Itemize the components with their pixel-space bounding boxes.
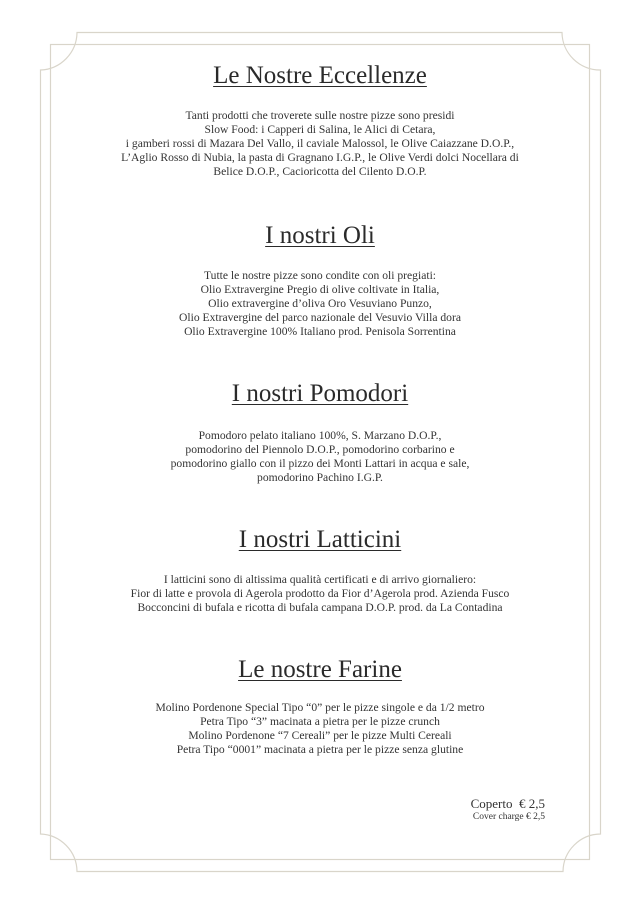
section-oli (60, 221, 580, 339)
body-line: Olio Extravergine del parco nazionale del Vesuvio Villa dora (179, 311, 461, 324)
body-line: Olio Extravergine Pregio di olive coltivate in Italia, (200, 283, 440, 296)
section-title-eccellenze: Le Nostre Eccellenze (213, 62, 427, 89)
body-line: Belice D.O.P., Cacioricotta del Cilento D.O.P. (213, 165, 427, 178)
section-latticini (60, 525, 580, 615)
body-line: pomodorino Pachino I.G.P. (257, 471, 383, 484)
section-body-eccellenze (60, 109, 580, 179)
section-pomodori (60, 379, 580, 485)
body-line: Tutte le nostre pizze sono condite con oli pregiati: (203, 269, 437, 282)
body-line: Petra Tipo “0001” macinata a pietra per le pizze senza glutine (176, 743, 464, 756)
section-eccellenze (60, 61, 580, 179)
section-title-oli: I nostri Oli (265, 222, 375, 249)
section-body-farine (60, 701, 580, 757)
body-line: Fior di latte e provola di Agerola prodotto da Fior d’Agerola prod. Azienda Fusco (130, 587, 510, 600)
body-line: Molino Pordenone “7 Cereali” per le pizze Multi Cereali (188, 729, 452, 742)
body-line: L’Aglio Rosso di Nubia, la pasta di Gragnano I.G.P., le Olive Verdi dolci Nocellara di (121, 151, 519, 164)
body-line: Slow Food: i Capperi di Salina, le Alici di Cetara, (204, 123, 436, 136)
cover-charge-price: Cover charge € 2,5 (472, 812, 545, 822)
section-title-latticini: I nostri Latticini (238, 526, 402, 553)
body-line: Olio Extravergine 100% Italiano prod. Penisola Sorrentina (184, 325, 456, 338)
section-title-farine: Le nostre Farine (238, 656, 402, 683)
section-body-latticini (60, 573, 580, 615)
body-line: Bocconcini di bufala e ricotta di bufala campana D.O.P. prod. da La Contadina (137, 601, 503, 614)
section-farine (60, 655, 580, 757)
body-line: Petra Tipo “3” macinata a pietra per le pizze crunch (200, 715, 440, 728)
section-body-pomodori (60, 429, 580, 485)
body-line: Olio extravergine d’oliva Oro Vesuviano Punzo, (208, 297, 432, 310)
body-line: pomodorino del Piennolo D.O.P., pomodorino corbarino e (185, 443, 455, 456)
body-line: Tanti prodotti che troverete sulle nostre pizze sono presidi (185, 109, 455, 122)
section-body-oli (60, 269, 580, 339)
body-line: I latticini sono di altissima qualità certificati e di arrivo giornaliero: (163, 573, 477, 586)
coperto-price: Coperto € 2,5 (470, 796, 545, 811)
body-line: i gamberi rossi di Mazara Del Vallo, il caviale Malossol, le Olive Caiazzane D.O.P., (125, 137, 515, 150)
body-line: Molino Pordenone Special Tipo “0” per le pizze singole e da 1/2 metro (155, 701, 485, 714)
cover-charge-note (471, 796, 545, 823)
body-line: pomodorino giallo con il pizzo dei Monti Lattari in acqua e sale, (170, 457, 470, 470)
body-line: Pomodoro pelato italiano 100%, S. Marzano D.O.P., (198, 429, 442, 442)
section-title-pomodori: I nostri Pomodori (231, 380, 409, 407)
